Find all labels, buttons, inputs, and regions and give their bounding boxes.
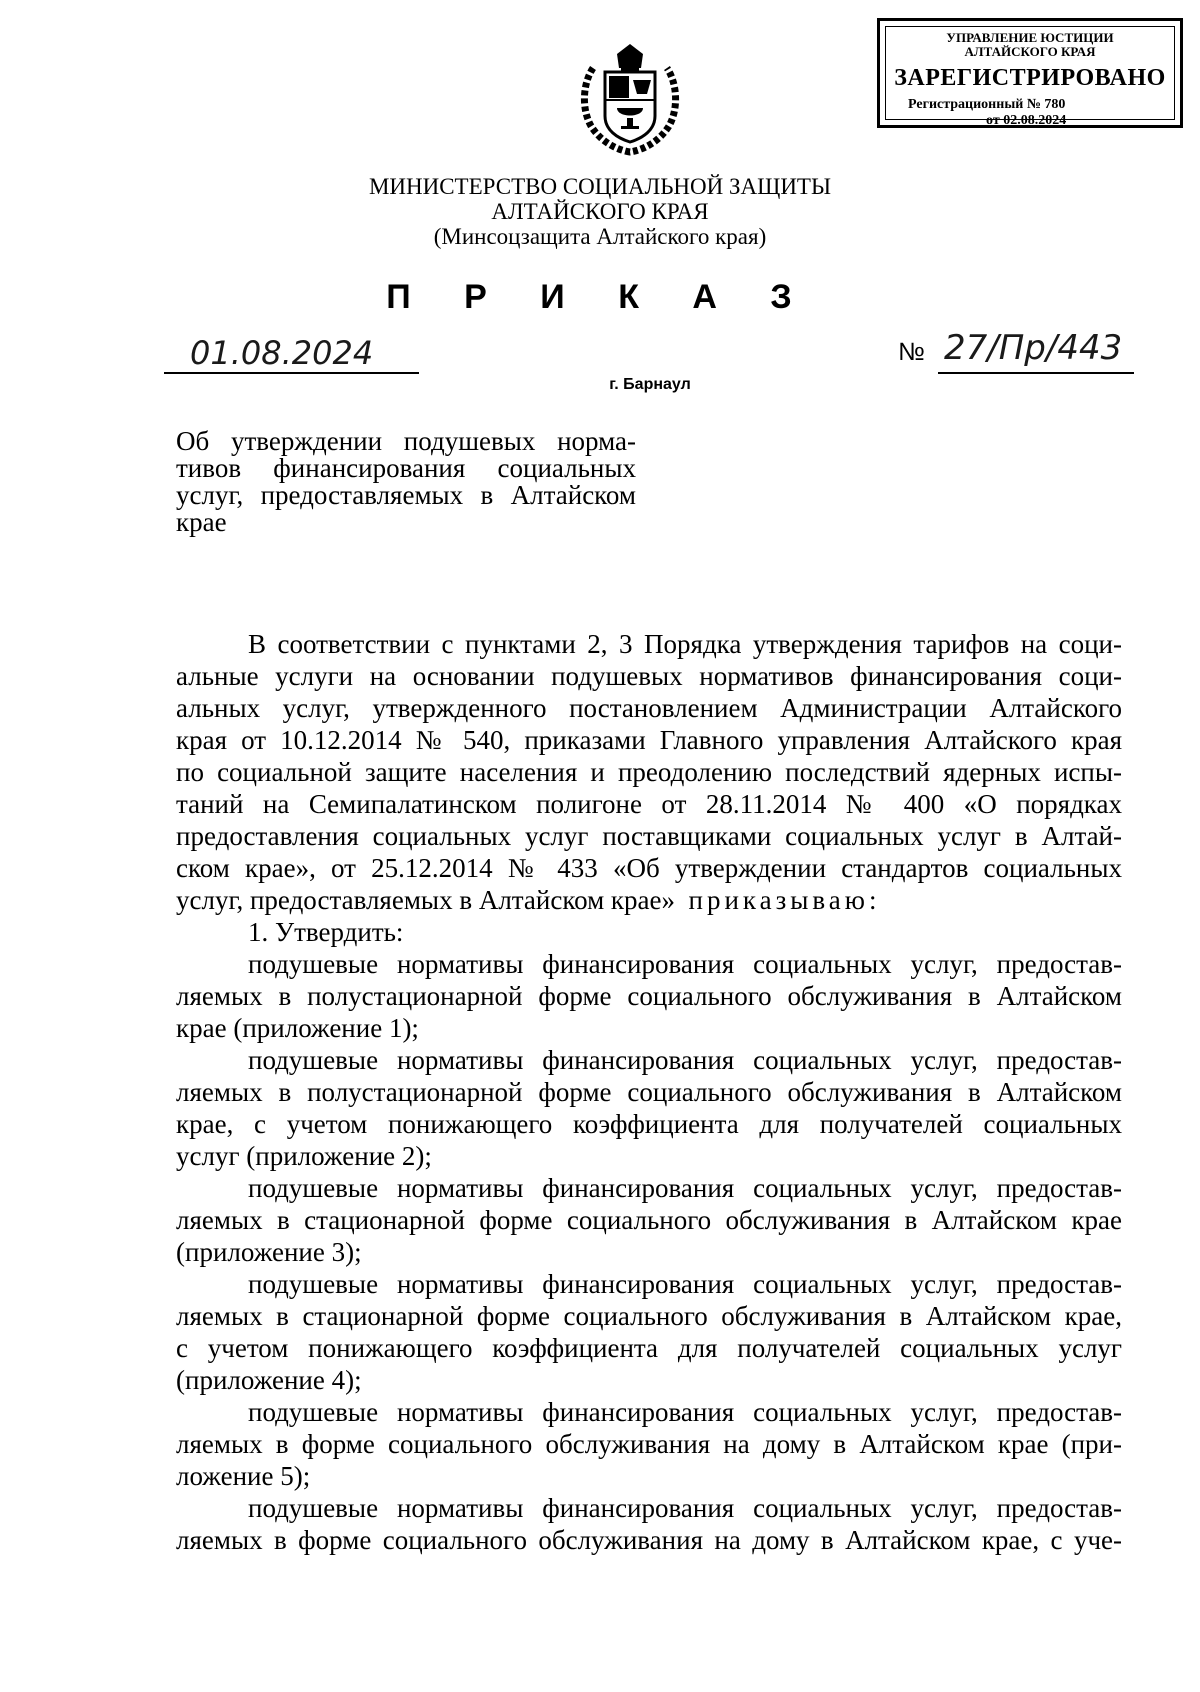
body-line: подушевые нормативы финансирования социальных услуг, предостав- bbox=[248, 949, 1122, 979]
body-line: подушевые нормативы финансирования социальных услуг, предостав- bbox=[248, 1269, 1122, 1299]
body-line: подушевые нормативы финансирования социальных услуг, предостав- bbox=[248, 1173, 1122, 1203]
date-underline bbox=[164, 372, 419, 374]
stamp-org-line1: УПРАВЛЕНИЕ ЮСТИЦИИ bbox=[946, 30, 1114, 45]
body-line: ском крае», от 25.12.2014 № 433 «Об утверждении стандартов социальных bbox=[176, 853, 1122, 883]
body-text: услуг, предоставляемых в Алтайском крае» bbox=[176, 885, 675, 915]
body-line: подушевые нормативы финансирования социальных услуг, предостав- bbox=[248, 1045, 1122, 1075]
body-line: с учетом понижающего коэффициента для получателей социальных услуг bbox=[176, 1333, 1122, 1363]
stamp-org bbox=[886, 31, 1174, 59]
stamp-org-line2: АЛТАЙСКОГО КРАЯ bbox=[964, 44, 1096, 59]
body-line: ляемых в стационарной форме социального обслуживания в Алтайском крае, bbox=[176, 1301, 1122, 1331]
subject-line: крае bbox=[176, 507, 227, 537]
ministry-short-name: (Минсоцзащита Алтайского края) bbox=[433, 224, 767, 249]
body-line: подушевые нормативы финансирования социальных услуг, предостав- bbox=[248, 1397, 1122, 1427]
body-line: (приложение 3); bbox=[176, 1237, 362, 1267]
coat-of-arms-emblem bbox=[575, 38, 685, 156]
item-heading: 1. Утвердить: bbox=[248, 917, 404, 947]
document-type-title: П Р И К А З bbox=[386, 278, 814, 316]
order-subject bbox=[176, 428, 636, 536]
body-line: альные услуги на основании подушевых нормативов финансирования соци- bbox=[176, 661, 1122, 691]
body-line: предоставления социальных услуг поставщиками социальных услуг в Алтай- bbox=[176, 821, 1122, 851]
order-verb: приказываю: bbox=[688, 885, 881, 915]
ministry-name-line2: АЛТАЙСКОГО КРАЯ bbox=[491, 199, 709, 224]
body-line: альных услуг, утвержденного постановлением Администрации Алтайского bbox=[176, 693, 1122, 723]
body-line: (приложение 4); bbox=[176, 1365, 362, 1395]
body-line: ляемых в стационарной форме социального обслуживания в Алтайском крае bbox=[176, 1205, 1122, 1235]
subject-line: Об утверждении подушевых норма- bbox=[176, 426, 636, 456]
body-line: ляемых в полустационарной форме социального обслуживания в Алтайском bbox=[176, 981, 1122, 1011]
body-line: таний на Семипалатинском полигоне от 28.11.2014 № 400 «О порядках bbox=[176, 789, 1122, 819]
subject-line: тивов финансирования социальных bbox=[176, 453, 636, 483]
stamp-inner-border bbox=[885, 26, 1175, 128]
body-line: крае (приложение 1); bbox=[176, 1013, 419, 1043]
body-line: ляемых в полустационарной форме социального обслуживания в Алтайском bbox=[176, 1077, 1122, 1107]
body-line bbox=[176, 884, 1122, 916]
number-underline bbox=[938, 372, 1134, 374]
order-body bbox=[176, 628, 1122, 1556]
number-sign: № bbox=[898, 338, 925, 366]
stamp-status: ЗАРЕГИСТРИРОВАНО bbox=[894, 65, 1166, 91]
body-line: услуг (приложение 2); bbox=[176, 1141, 432, 1171]
subject-line: услуг, предоставляемых в Алтайском bbox=[176, 480, 636, 510]
stamp-reg-number: Регистрационный № 780 bbox=[908, 97, 1066, 112]
handwritten-date: 01.08.2024 bbox=[190, 334, 374, 372]
registration-stamp bbox=[877, 18, 1183, 128]
handwritten-number: 27/Пр/443 bbox=[944, 328, 1123, 368]
stamp-reg-date: от 02.08.2024 bbox=[986, 113, 1067, 128]
city: г. Барнаул bbox=[609, 376, 691, 393]
body-line: В соответствии с пунктами 2, 3 Порядка утверждения тарифов на соци- bbox=[248, 629, 1122, 659]
body-line: ляемых в форме социального обслуживания на дому в Алтайском крае (при- bbox=[176, 1429, 1122, 1459]
ministry-name-line1: МИНИСТЕРСТВО СОЦИАЛЬНОЙ ЗАЩИТЫ bbox=[368, 174, 832, 199]
body-line: края от 10.12.2014 № 540, приказами Главного управления Алтайского края bbox=[176, 725, 1122, 755]
body-line: по социальной защите населения и преодолению последствий ядерных испы- bbox=[176, 757, 1122, 787]
body-line: крае, с учетом понижающего коэффициента для получателей социальных bbox=[176, 1109, 1122, 1139]
body-line: ложение 5); bbox=[176, 1461, 311, 1491]
body-line: ляемых в форме социального обслуживания на дому в Алтайском крае, с уче- bbox=[176, 1525, 1122, 1555]
body-line: подушевые нормативы финансирования социальных услуг, предостав- bbox=[248, 1493, 1122, 1523]
